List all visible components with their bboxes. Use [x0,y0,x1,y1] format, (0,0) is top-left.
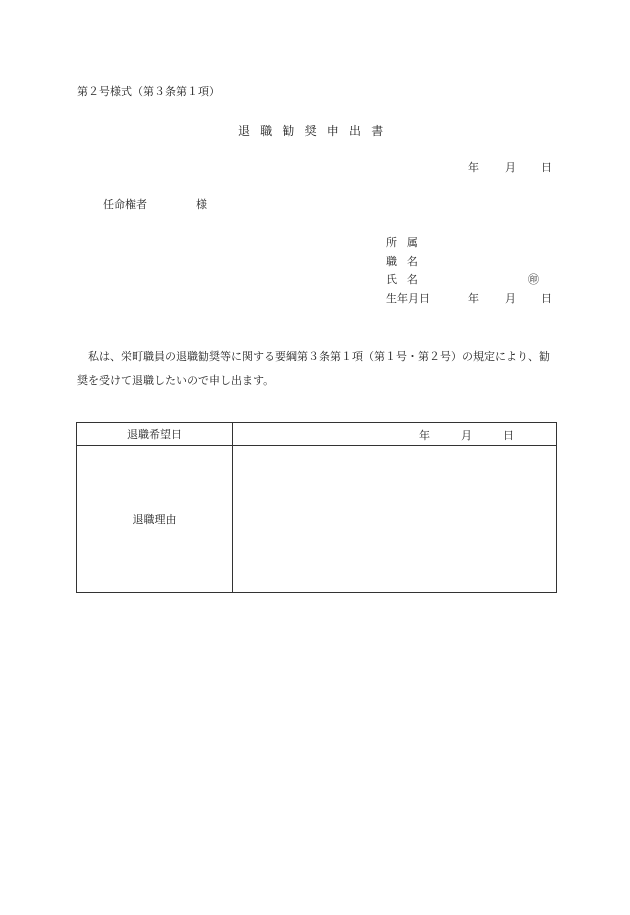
reason-value[interactable] [233,446,557,593]
desired-day-label: 日 [503,429,514,442]
desired-date-label: 退職希望日 [77,423,233,446]
birthdate-label: 生年月日 [386,292,430,305]
form-number: 第２号様式（第３条第１項） [77,85,220,98]
addressee-honorific: 様 [196,198,207,211]
statement-text: 私は、栄町職員の退職勧奨等に関する要綱第３条第１項（第１号・第２号）の規定により、勧奨を受けて退職したいので申し出ます。 [77,350,550,387]
submission-day-label: 日 [541,161,552,174]
submission-year-label: 年 [468,161,479,174]
desired-year-label: 年 [419,429,430,442]
desired-date-value[interactable] [233,423,557,446]
desired-month-label: 月 [461,429,472,442]
desired-date-fields [419,427,514,443]
reason-label: 退職理由 [77,446,233,593]
submission-month-label: 月 [505,161,516,174]
birth-day-label: 日 [541,292,552,305]
application-table [76,422,557,593]
name-label: 氏名 [386,273,428,286]
seal-icon: ㊞ [528,273,539,286]
birth-year-label: 年 [468,292,479,305]
addressee-role: 任命権者 [103,198,147,211]
birth-month-label: 月 [505,292,516,305]
document-title: 退職勧奨申出書 [238,124,394,138]
reason-row [77,446,557,593]
affiliation-label: 所属 [386,236,428,249]
desired-date-row [77,423,557,446]
position-label: 職名 [386,255,428,268]
